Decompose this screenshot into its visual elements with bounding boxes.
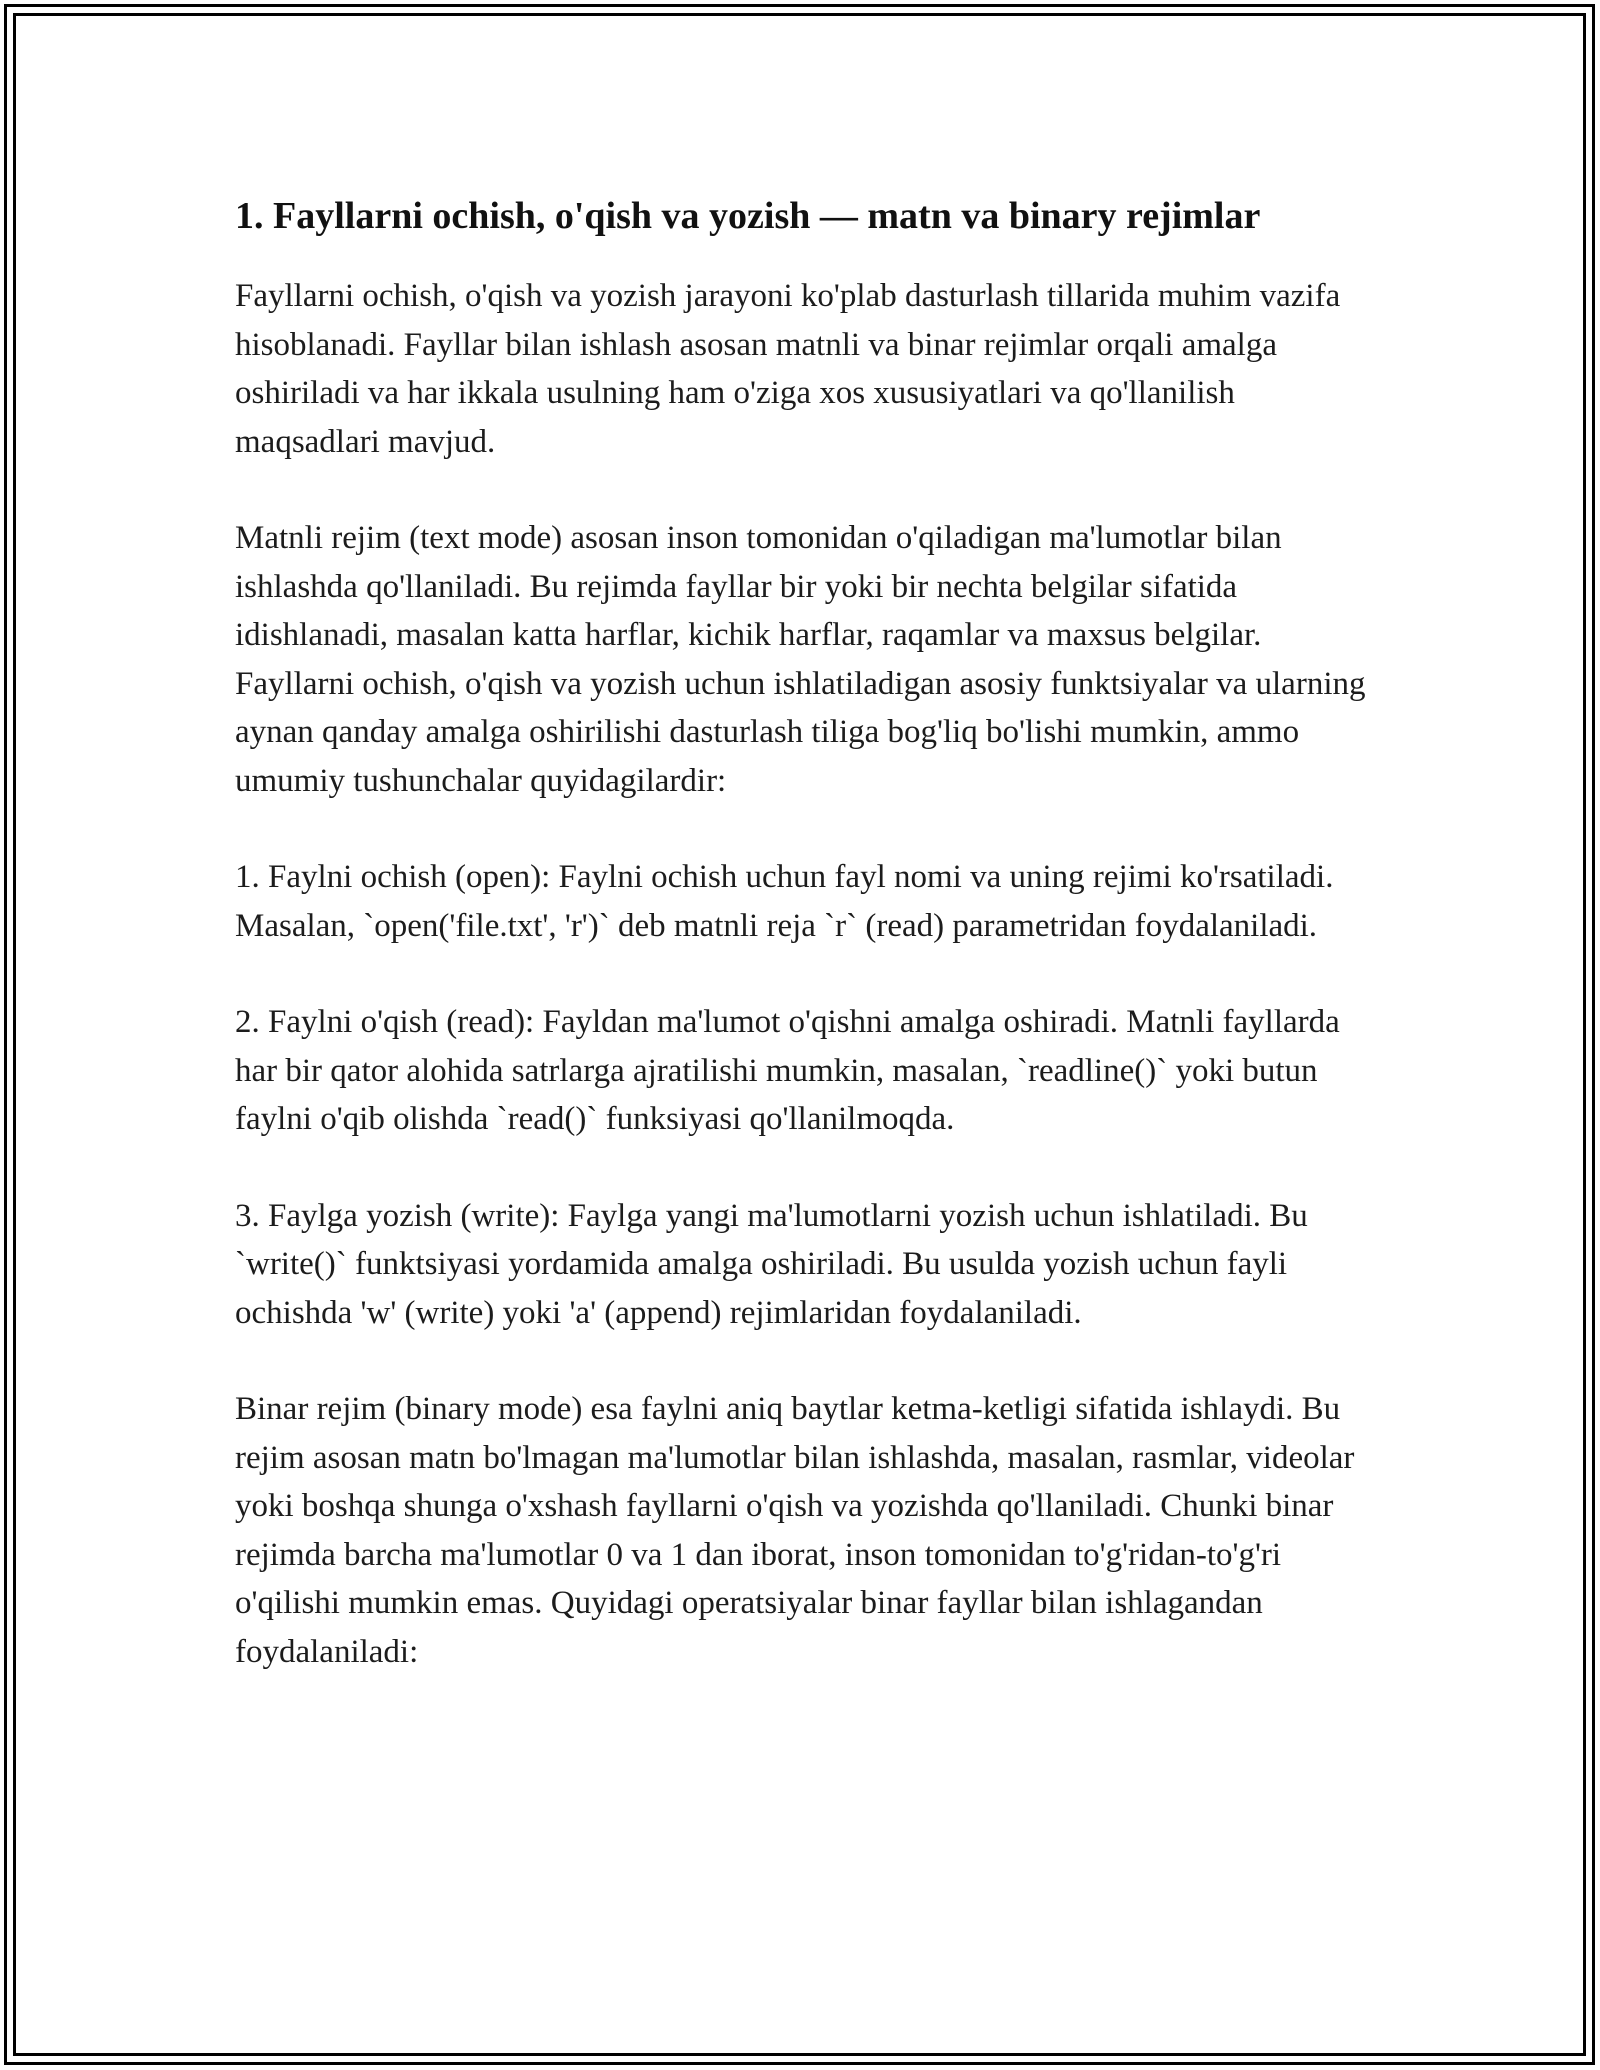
paragraph-read: 2. Faylni o'qish (read): Fayldan ma'lumot o'qishni amalga oshiradi. Matnli fayllarda har bir qator alohida satrlarga ajratilishi mumkin, masalan, `readline()` yoki butun faylni o'qib olishda `read()` funksiyasi qo'llanilmoqda. <box>235 1004 1340 1137</box>
document-body <box>235 188 1375 1724</box>
paragraph-open: 1. Faylni ochish (open): Faylni ochish uchun fayl nomi va uning rejimi ko'rsatiladi. Masalan, `open('file.txt', 'r')` deb matnli reja `r` (read) parametridan foydalaniladi. <box>235 859 1334 944</box>
paragraph-intro: Fayllarni ochish, o'qish va yozish jarayoni ko'plab dasturlash tillarida muhim vazifa hisoblanadi. Fayllar bilan ishlash asosan matnli va binar rejimlar orqali amalga oshiriladi va har ikkala usulning ham o'ziga xos xususiyatlari va qo'llanilish maqsadlari mavjud. <box>235 278 1341 460</box>
section-heading: 1. Fayllarni ochish, o'qish va yozish — matn va binary rejimlar <box>235 195 1261 237</box>
paragraph-write: 3. Faylga yozish (write): Faylga yangi ma'lumotlarni yozish uchun ishlatiladi. Bu `write()` funktsiyasi yordamida amalga oshiriladi. Bu usulda yozish uchun fayli ochishda 'w' (write) yoki 'a' (append) rejimlaridan foydalaniladi. <box>235 1197 1308 1331</box>
paragraph-text-mode: Matnli rejim (text mode) asosan inson tomonidan o'qiladigan ma'lumotlar bilan ishlashda qo'llaniladi. Bu rejimda fayllar bir yoki bir nechta belgilar sifatida idishlanadi, masalan katta harflar, kichik harflar, raqamlar va maxsus belgilar. Fayllarni ochish, o'qish va yozish uchun ishlatiladigan asosiy funktsiyalar va ularning aynan qanday amalga oshirilishi dasturlash tiliga bog'liq bo'lishi mumkin, ammo umumiy tushunchalar quyidagilardir: <box>235 520 1366 799</box>
paragraph-binary-mode: Binar rejim (binary mode) esa faylni aniq baytlar ketma-ketligi sifatida ishlaydi. Bu rejim asosan matn bo'lmagan ma'lumotlar bilan ishlashda, masalan, rasmlar, videolar yoki boshqa shunga o'xshash fayllarni o'qish va yozishda qo'llaniladi. Chunki binar rejimda barcha ma'lumotlar 0 va 1 dan iborat, inson tomonidan to'g'ridan-to'g'ri o'qilishi mumkin emas. Quyidagi operatsiyalar binar fayllar bilan ishlagandan foydalaniladi: <box>235 1391 1355 1670</box>
